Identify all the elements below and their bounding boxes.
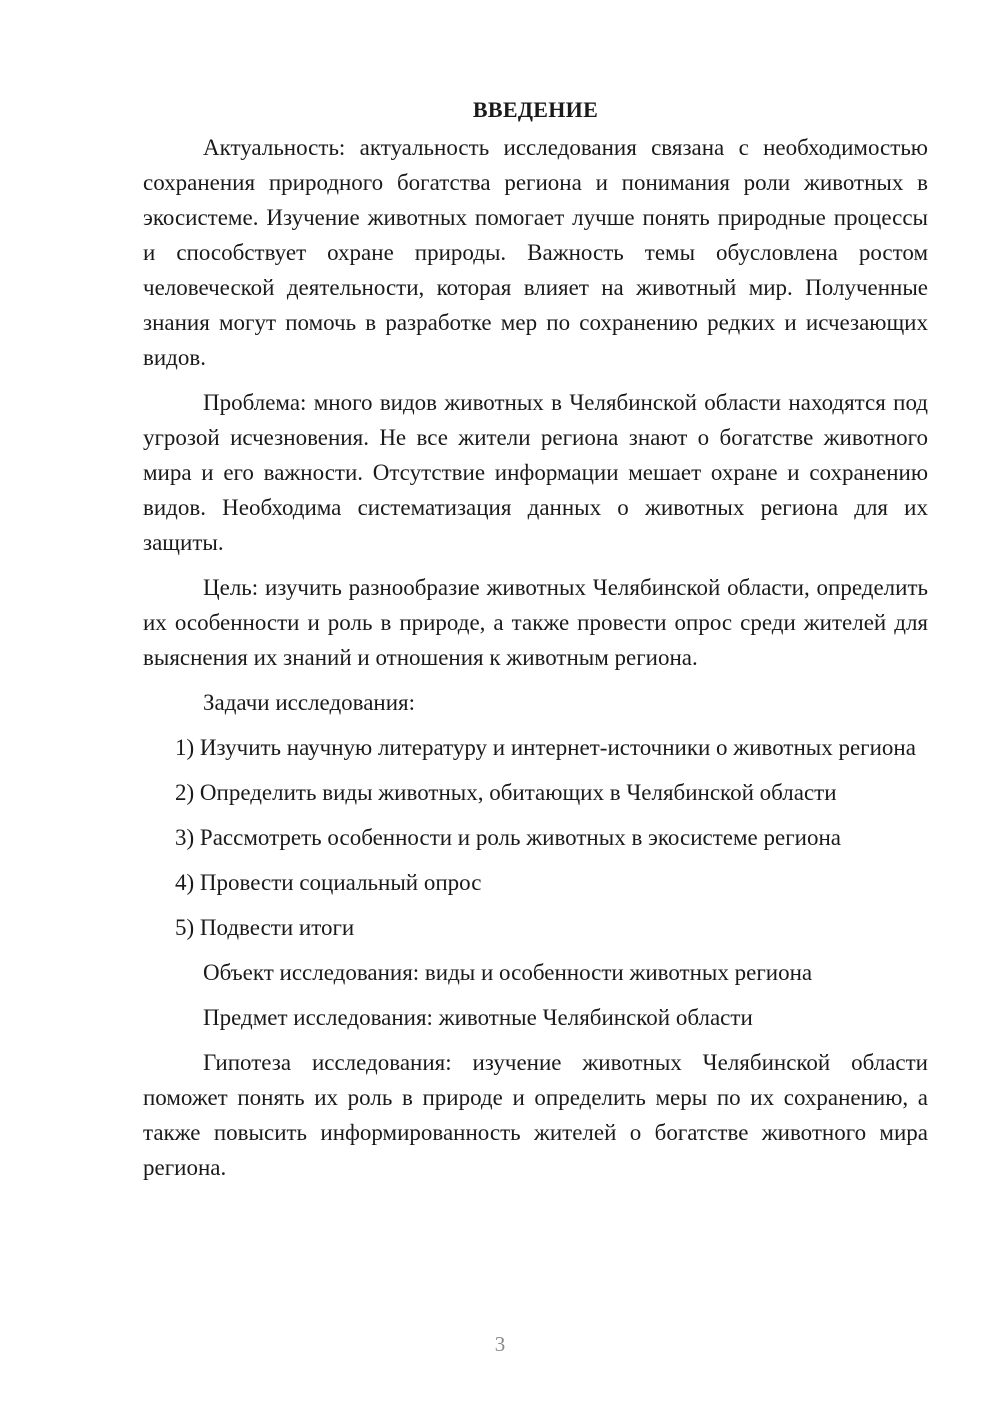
subject-paragraph: Предмет исследования: животные Челябинской области xyxy=(203,1005,753,1030)
goal-paragraph: Цель: изучить разнообразие животных Челябинской области, определить их особенности и роль в природе, а также провести опрос среди жителей для выяснения их знаний и отношения к животным региона. xyxy=(143,575,928,670)
list-item: 4) Провести социальный опрос xyxy=(175,870,482,895)
list-item: 2) Определить виды животных, обитающих в Челябинской области xyxy=(175,780,837,805)
relevance-paragraph: Актуальность: актуальность исследования связана с необходимостью сохранения природного богатства региона и понимания роли животных в экосистеме. Изучение животных помогает лучше понять природные процессы и способствует охране природы. Важность темы обусловлена ростом человеческой деятельности, которая влияет на животный мир. Полученные знания могут помочь в разработке мер по сохранению редких и исчезающих видов. xyxy=(143,135,928,370)
document-page xyxy=(143,92,928,1195)
object-paragraph: Объект исследования: виды и особенности животных региона xyxy=(203,960,813,985)
tasks-heading: Задачи исследования: xyxy=(203,690,416,715)
problem-paragraph: Проблема: много видов животных в Челябинской области находятся под угрозой исчезновения. Не все жители региона знают о богатстве животного мира и его важности. Отсутствие информации мешает охране и сохранению видов. Необходима систематизация данных о животных региона для их защиты. xyxy=(143,390,928,555)
list-item: 5) Подвести итоги xyxy=(175,915,355,940)
list-item: 3) Рассмотреть особенности и роль животных в экосистеме региона xyxy=(175,825,841,850)
page-title: ВВЕДЕНИЕ xyxy=(472,97,599,122)
tasks-list xyxy=(143,730,928,945)
hypothesis-paragraph: Гипотеза исследования: изучение животных Челябинской области поможет понять их роль в природе и определить меры по их сохранению, а также повысить информированность жителей о богатстве животного мира региона. xyxy=(143,1050,928,1180)
page-number: 3 xyxy=(494,1332,506,1356)
list-item: 1) Изучить научную литературу и интернет-источники о животных региона xyxy=(175,735,916,760)
